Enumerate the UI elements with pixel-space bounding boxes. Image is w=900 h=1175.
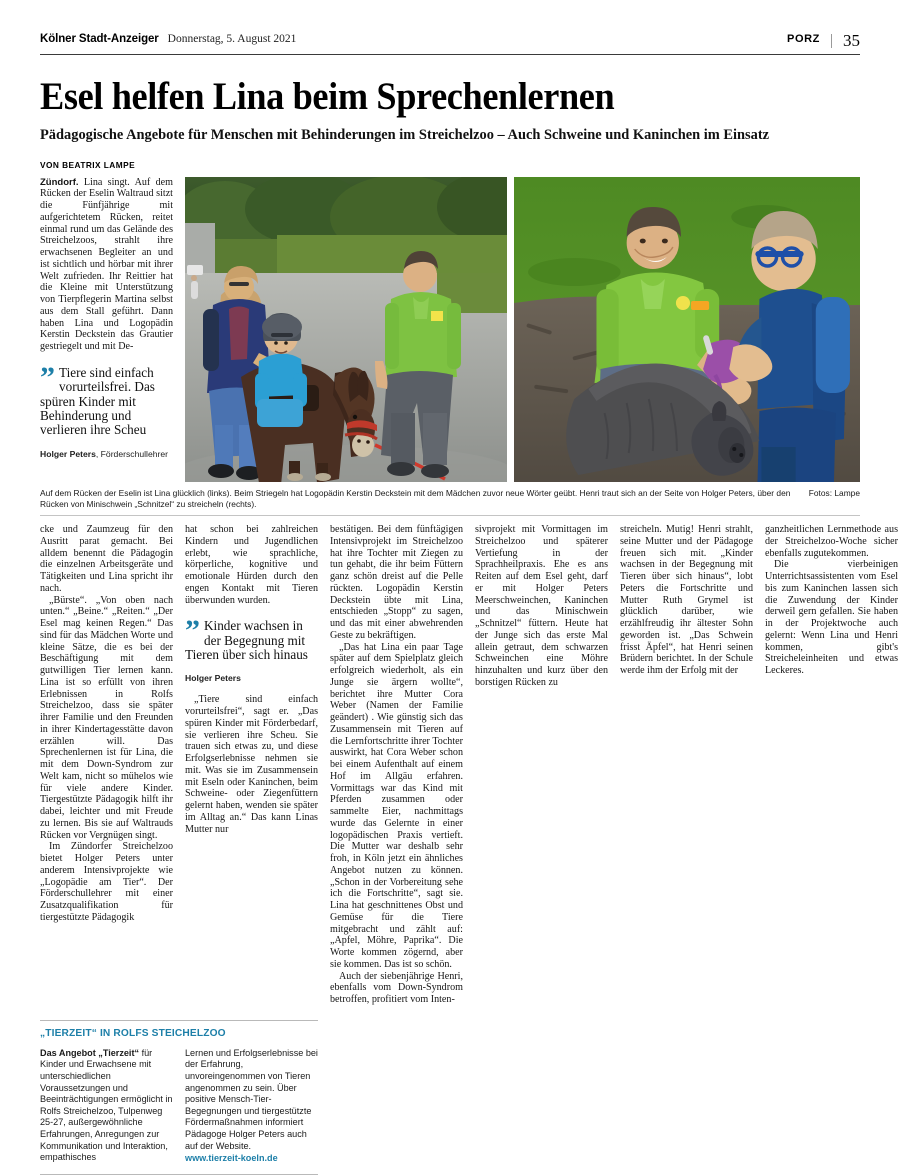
paper-name: Kölner Stadt-Anzeiger (40, 33, 159, 45)
photo-caption-block (40, 488, 860, 510)
paragraph: Die vierbeinigen Unterrichtsassistenten vom Esel bis zum Kaninchen lassen sich die Zuwendung der Kinder derweil gern gefallen. Sie haben in der Projektwoche auch gelernt: Wenn Lina und Henri kommen, gibt's Streicheleinheiten und etwas Leckeres. (765, 559, 898, 676)
paragraph: ganzheitlichen Lernmethode aus der Streichelzoo-Woche sicher ebenfalls zugutekommen. (765, 524, 898, 559)
photo-caption-row (40, 488, 860, 510)
article-column-2 (185, 524, 318, 835)
photo-lina-on-donkey (185, 177, 507, 482)
masthead-rule (40, 54, 860, 55)
infobox-paragraph (40, 1048, 173, 1164)
infobox-column-1 (40, 1048, 173, 1165)
pullquote-1-attribution (40, 449, 173, 460)
pullquote-1-attrib-role: , Förderschullehrer (95, 448, 169, 459)
paragraph: Auch der siebenjährige Henri, ebenfalls vom Down-Syndrom betroffen, profitiert vom Inten- (330, 970, 463, 1005)
article-subhead: Pädagogische Angebote für Menschen mit Behinderungen im Streichelzoo – Auch Schweine und Kaninchen im Einsatz (40, 127, 770, 144)
masthead (40, 0, 860, 54)
quote-mark-icon: ” (185, 614, 198, 648)
pullquote-1-attrib-name: Holger Peters (40, 448, 96, 459)
infobox-lead-in: Das Angebot „Tierzeit“ (40, 1047, 140, 1058)
paragraph: hat schon bei zahlreichen Kindern und Jugendlichen erlebt, wie sprachliche, körperliche, kognitive und emotionale Hürden durch den engen Kontakt mit Tieren überwunden wurden. (185, 524, 318, 606)
pullquote-2 (185, 614, 318, 684)
lead-paragraph-text: Lina singt. Auf dem Rücken der Eselin Waltraud sitzt die Fünfjährige mit aufgerichtetem Rücken, reitet einmal rund um das Gelände des Streichelzoos, strahlt ihre erwachsenen Begleiter an und ist sichtlich und hörbar mit ihrer Welt zufrieden. Ihr Reittier hat die Kleine mit Unterstützung von Tierpflegerin Martina selbst aus dem Stall geführt. Dann haben Lina und Logopädin Kerstin Deckstein das Grautier gestriegelt und mit De- (40, 176, 173, 353)
infobox-paragraph: Lernen und Erfolgserlebnisse bei der Erfahrung, unvoreingenommen von Tieren angenommen zu sein. Über positive Mensch-Tier-Begegnungen und tiergestützte Fördermaßnahmen informiert Pädagoge Holger Peters auch auf der Website. (185, 1047, 318, 1151)
page-title: Esel helfen Lina beim Sprechenlernen (40, 74, 615, 118)
photo-caption: Auf dem Rücken der Eselin ist Lina glücklich (links). Beim Striegeln hat Logopädin Kerstin Deckstein mit dem Mädchen zuvor neue Wörter geübt. Henri traut sich an der Seite von Holger Peters, über den Rücken von Minischwein „Schnitzel“ zu streicheln (rechts). (40, 487, 791, 509)
gutter (173, 177, 185, 482)
caption-rule (40, 515, 860, 516)
issue-date: Donnerstag, 5. August 2021 (167, 33, 297, 45)
column-1-top (40, 177, 173, 482)
photo-credit: Fotos: Lampe (808, 487, 860, 498)
article-column-1 (40, 524, 173, 924)
paragraph: sivprojekt mit Vormittagen im Streichelzoo und späterer Vertiefung in der Sprachheilpraxis. Ehe es ans Reiten auf dem Esel geht, darf er mit Holger Peters Meerschweinchen, Kaninchen und das Minischwein „Schnitzel“ füttern. Heute hat der Junge sich das erste Mal allein getraut, dem schwarzen Schweinchen eine Möhre hinzuhalten und kurz über den borstigen Rücken zu (475, 524, 608, 688)
infobox-paragraph-text: für Kinder und Erwachsene mit unterschiedlichen Voraussetzungen und Beeinträchtigungen ermöglicht in Rolfs Streichelzoo, Tulpenweg 25-27, außergewöhnliche Erfahrungen, Anregungen zur Kommunikation und Interaktion, empathisches (40, 1047, 173, 1163)
infobox-website-link[interactable]: www.tierzeit-koeln.de (185, 1153, 278, 1164)
pullquote-2-attrib-name: Holger Peters (185, 673, 241, 684)
paragraph: „Bürste“. „Von oben nach unten.“ „Beine.“ „Reiten.“ „Der Esel mag keinen Regen.“ Das sind für das Mädchen Worte und kleine Sätze, die es bei der Beschäftigung mit dem gutwilligen Tier lernen kann. Lina ist so erfüllt von ihren Erlebnissen in Rolfs Streichelzoo, dass sie später ihrer Familie und den Freunden in ihrer Kindertagesstätte davon erzählen will. Das Sprechenlernen ist für Lina, die mit dem Down-Syndrom zur Welt kam, nicht so mühelos wie für viele andere Kinder. Tiergestützte Pädagogik hilft ihr dabei, leichter und mit Freude zu lernen. Bis sie auf Waltrauds Rücken vor Vergnügen singt. (40, 594, 173, 841)
pullquote-2-attribution (185, 673, 318, 684)
paragraph: bestätigen. Bei dem fünftägigen Intensivprojekt im Streichelzoo hat ihre Tochter mit Ziegen zu tun gehabt, die ihr beim Füttern ganz schön dreist auf die Pelle rückten. Logopädin Kerstin Deckstein übte mit Lina, entschieden „Stopp“ zu sagen, und das mit einer abwehrenden Geste zu bekräftigen. (330, 524, 463, 641)
infobox-column-2 (185, 1048, 318, 1165)
article-columns (40, 524, 898, 1006)
masthead-left (40, 33, 296, 45)
section-name: PORZ (787, 33, 820, 45)
article-column-6 (765, 524, 898, 677)
pullquote-1 (40, 360, 173, 460)
paragraph: cke und Zaumzeug für den Ausritt parat gemacht. Bei alldem benennt die Pädagogin die einzelnen Arbeitsgeräte und Tätigkeiten und Lina spricht ihr nach. (40, 524, 173, 594)
infobox-columns (40, 1048, 318, 1165)
top-zone (40, 177, 860, 482)
photo-henri-with-pig (514, 177, 860, 482)
quote-mark-icon: ” (40, 360, 53, 394)
paragraph: Im Zündorfer Streichelzoo bietet Holger Peters unter anderem Intensivprojekte wie „Logopädie am Tier“. Der Förderschullehrer mit einer Zusatzqualifikation für tiergestützte Pädagogik (40, 841, 173, 923)
article-column-5 (620, 524, 753, 677)
infobox-top-rule (40, 1020, 318, 1021)
paragraph: „Tiere sind einfach vorurteilsfrei“, sagt er. „Das spüren Kinder mit Förderbedarf, sie verlieren ihre Scheu. Sie trauen sich etwas zu, und diese Erfolgserlebnisse nehmen sie mit. Was sie im Zusammensein mit Eseln oder Kaninchen, beim Schweine- oder Ziegenfüttern gelernt haben, wenden sie später im Alltag an.“ Das kann Linas Mutter nur (185, 694, 318, 835)
article-column-4 (475, 524, 608, 689)
paragraph: streicheln. Mutig! Henri strahlt, seine Mutter und der Pädagoge freuen sich mit. „Kinder wachsen in der Begegnung mit Tieren über sich hinaus“, lobt Peters die Fortschritte und Mutter Ruth Grymel ist glücklich darüber, wie erzählfreudig ihr ältester Sohn geworden ist. „Das Schwein frisst Äpfel“, hat Henri seinen Brüdern berichtet. In der Schule werde ihm der Erfolg mit der (620, 524, 753, 676)
masthead-right (787, 31, 860, 50)
photo-lina-on-donkey-image (185, 177, 507, 482)
infobox-title: „TIERZEIT“ IN ROLFS STEICHELZOO (40, 1027, 226, 1039)
infobox-tierzeit (40, 1020, 318, 1175)
photo-henri-with-pig-image (514, 177, 860, 482)
lead-paragraph (40, 177, 173, 353)
paragraph: „Das hat Lina ein paar Tage später auf dem Spielplatz gleich erfolgreich wiederholt, als ein Junge sie ärgern wollte“, berichtet ihre Mutter Cora Weber (Namen der Familie geändert) . Wie günstig sich das Zusammensein mit Tieren auf die Lernfortschritte ihrer Tochter auswirkt, hat Cora Weber schon bei einem Aufenthalt auf einem Hof im Allgäu erfahren. Vormittags war das Kind mit Pferden zusammen oder sammelte Eier, nachmittags wurde das Gelernte in einer logopädischen Praxis vertieft. Die Mutter war deshalb sehr froh, in Köln jetzt ein ähnliches Angebot nutzen zu können. „Schon in der Vorbereitung sehe ich die Fortschritte“, sagt sie. Lina hat geschnittenes Obst und Gemüse für die Tiere mitgebracht und zählt auf: „Apfel, Möhre, Paprika“. Die Worte kommen zögernd, aber sie kommen. Das ist so schön. (330, 641, 463, 970)
photo-group (185, 177, 860, 482)
pullquote-2-text: Kinder wachsen in der Begegnung mit Tieren über sich hinaus (185, 618, 308, 663)
article-byline: VON BEATRIX LAMPE (40, 159, 136, 170)
article-column-3 (330, 524, 463, 1006)
page-number: 35 (831, 34, 860, 48)
pullquote-1-text: Tiere sind einfach vorurteilsfrei. Das spüren Kinder mit Behinderung und verlieren ihre Scheu (40, 364, 155, 438)
dateline: Zündorf. (40, 176, 79, 188)
